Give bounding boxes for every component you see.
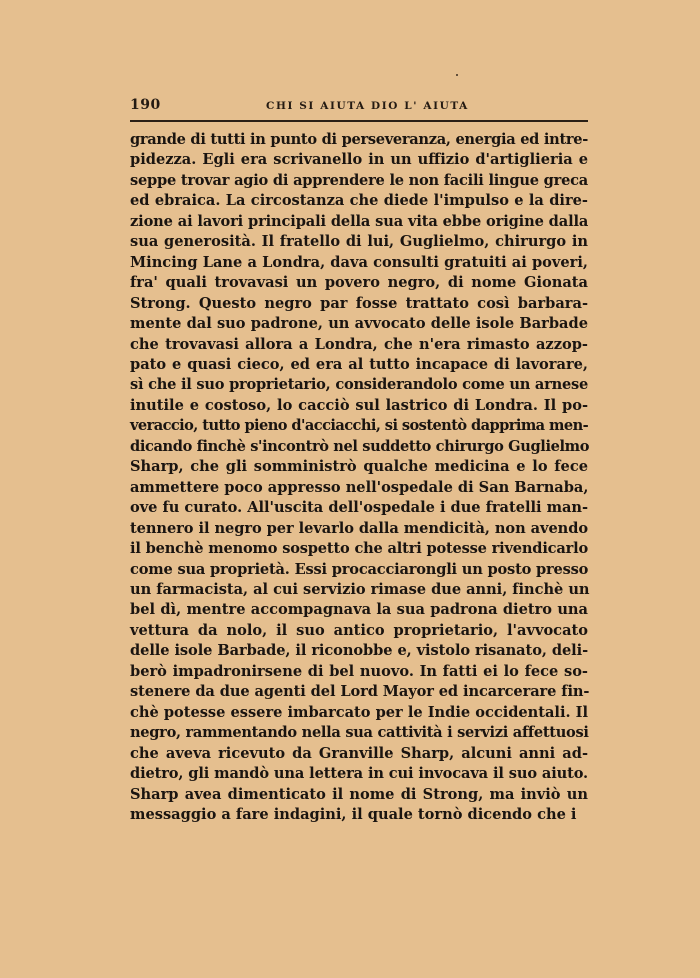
text-line: un farmacista, al cui servizio rimase due anni, finchè un xyxy=(130,580,590,598)
text-line: bel dì, mentre accompagnava la sua padrona dietro una xyxy=(130,601,588,619)
text-line: messaggio a fare indagini, il quale tornò dicendo che i xyxy=(130,805,577,823)
text-line: il benchè menomo sospetto che altri potesse rivendicarlo xyxy=(130,540,588,558)
running-header xyxy=(130,96,588,114)
text-line: tennero il negro per levarlo dalla mendicità, non avendo xyxy=(130,519,588,537)
text-line: seppe trovar agio di apprendere le non facili lingue greca xyxy=(130,171,588,189)
text-line: stenere da due agenti del Lord Mayor ed incarcerare fin- xyxy=(130,683,590,701)
text-line: pato e quasi cieco, ed era al tutto incapace di lavorare, xyxy=(130,355,588,373)
running-title: CHI SI AIUTA DIO L' AIUTA xyxy=(266,100,469,112)
text-line: dietro, gli mandò una lettera in cui invocava il suo aiuto. xyxy=(130,765,588,783)
text-line: come sua proprietà. Essi procacciarongli un posto presso xyxy=(130,560,589,578)
text-line: Mincing Lane a Londra, dava consulti gratuiti ai poveri, xyxy=(130,253,588,271)
text-line: sua generosità. Il fratello di lui, Guglielmo, chirurgo in xyxy=(130,233,588,251)
text-line: Sharp, che gli somministrò qualche medicina e lo fece xyxy=(130,458,588,476)
header-rule xyxy=(130,120,588,122)
text-line: che aveva ricevuto da Granville Sharp, alcuni anni ad- xyxy=(130,744,588,762)
text-line: Sharp avea dimenticato il nome di Strong, ma inviò un xyxy=(130,785,588,803)
text-line: sì che il suo proprietario, considerandolo come un arnese xyxy=(130,376,588,394)
text-line: pidezza. Egli era scrivanello in un uffizio d'artiglieria e xyxy=(130,151,588,169)
paper-speck xyxy=(456,74,458,76)
text-line: ammettere poco appresso nell'ospedale di San Barnaba, xyxy=(130,478,589,496)
body-text xyxy=(130,130,588,825)
text-line: chè potesse essere imbarcato per le Indie occidentali. Il xyxy=(130,703,588,721)
text-line: grande di tutti in punto di perseveranza, energia ed intre- xyxy=(130,131,588,148)
text-line: veraccio, tutto pieno d'acciacchi, si sostentò dapprima men- xyxy=(130,417,589,435)
text-line: vettura da nolo, il suo antico proprietario, l'avvocato xyxy=(130,621,588,639)
page-number: 190 xyxy=(130,97,161,113)
text-line: negro, rammentando nella sua cattività i servizi affettuosi xyxy=(130,724,589,742)
text-line: ove fu curato. All'uscita dell'ospedale i due fratelli man- xyxy=(130,499,588,517)
text-line: inutile e costoso, lo cacciò sul lastrico di Londra. Il po- xyxy=(130,396,588,414)
text-line: fra' quali trovavasi un povero negro, di nome Gionata xyxy=(130,274,588,292)
book-page xyxy=(130,96,588,825)
text-line: Strong. Questo negro par fosse trattato così barbara- xyxy=(130,294,588,312)
text-line: dicando finchè s'incontrò nel suddetto chirurgo Guglielmo xyxy=(130,437,590,455)
text-line: berò impadronirsene di bel nuovo. In fatti ei lo fece so- xyxy=(130,662,588,680)
text-line: mente dal suo padrone, un avvocato delle isole Barbade xyxy=(130,315,588,333)
text-line: zione ai lavori principali della sua vita ebbe origine dalla xyxy=(130,212,589,230)
text-line: delle isole Barbade, il riconobbe e, vistolo risanato, deli- xyxy=(130,642,589,660)
text-line: che trovavasi allora a Londra, che n'era rimasto azzop- xyxy=(130,335,588,353)
text-line: ed ebraica. La circostanza che diede l'impulso e la dire- xyxy=(130,192,588,210)
